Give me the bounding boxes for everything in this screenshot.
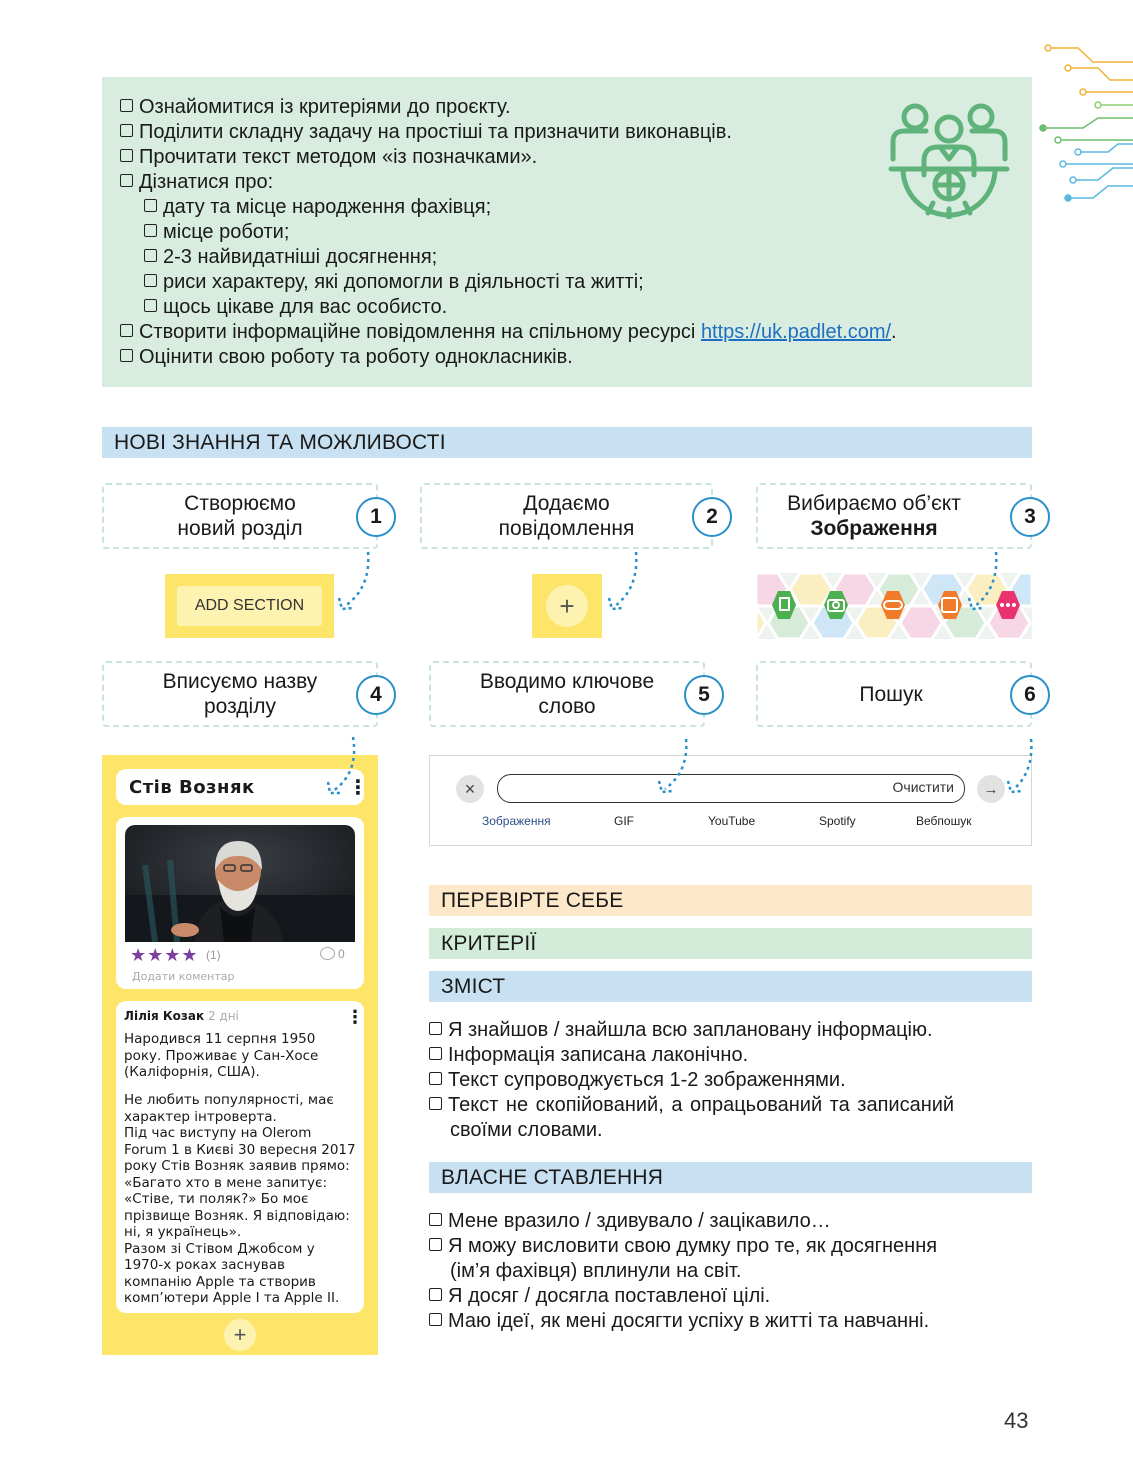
add-post-button[interactable]: + [224,1319,256,1351]
text-post[interactable] [116,1001,364,1313]
add-comment-link[interactable]: Додати коментар [132,970,235,983]
check-yourself-header: ПЕРЕВІРТЕ СЕБЕ [429,885,1032,916]
section-title: Стів Возняк [129,777,255,798]
task-subitem: риси характеру, які допомогли в діяльності та житті; [144,270,644,295]
comment-count[interactable]: 0 [320,947,345,961]
step-text: Створюємо [184,492,296,515]
checkbox-icon [144,199,157,212]
task-item: Дізнатися про: [120,170,273,195]
checkbox-icon [429,1288,442,1301]
step-number-badge: 2 [692,497,732,537]
checkbox-icon [429,1238,442,1251]
attitude-item: Я досяг / досягла поставленої цілі. [429,1284,770,1309]
arrow-6 [1004,737,1038,795]
tab-web-search[interactable]: Вебпошук [916,814,972,828]
attitude-item: Я можу висловити свою думку про те, як досягнення [429,1234,937,1259]
team-gear-icon [888,97,1010,219]
add-section-button[interactable]: ADD SECTION [177,586,322,626]
arrow-4 [325,735,365,797]
step-text: Вибираємо об’єкт [787,492,961,515]
content-item: Я знайшов / знайшла всю заплановану інформацію. [429,1018,933,1043]
step-1-box [102,483,378,549]
arrow-3 [965,550,1005,612]
checkbox-icon [429,1313,442,1326]
task-subitem: дату та місце народження фахівця; [144,195,491,220]
step-number-badge: 1 [356,497,396,537]
step-6-box [756,661,1032,727]
step-text: новий розділ [177,517,303,540]
step-text: слово [538,695,596,718]
circuit-decoration [1038,40,1133,210]
task-item: Прочитати текст методом «із позначками». [120,145,537,170]
checkbox-icon [120,174,133,187]
padlet-section-column [102,755,378,1355]
rating-stars-icon[interactable]: ★★★★ [130,945,199,965]
task-item: Ознайомитися із критеріями до проєкту. [120,95,511,120]
step-number-badge: 4 [356,675,396,715]
checkbox-icon [429,1022,442,1035]
arrow-5 [655,737,695,795]
attitude-header: ВЛАСНЕ СТАВЛЕННЯ [429,1162,1032,1193]
tab-images[interactable]: Зображення [482,814,551,828]
close-search-button[interactable]: × [456,775,484,803]
post-meta: Лілія Козак 2 дні [124,1009,239,1023]
checkbox-icon [144,299,157,312]
task-list-panel [102,77,1032,387]
rating-count: (1) [206,948,221,962]
step-5-box [429,661,705,727]
task-subitem: щось цікаве для вас особисто. [144,295,447,320]
attitude-item: Мене вразило / здивувало / зацікавило… [429,1209,831,1234]
search-input[interactable] [497,774,965,803]
content-item-continued: своїми словами. [450,1119,603,1141]
step-text: Вводимо ключове [479,670,655,693]
checkbox-icon [120,349,133,362]
checkbox-icon [429,1213,442,1226]
post-paragraph-2: Не любить популярності, має характер інтроверта. Під час виступу на Olerom Forum 1 в Києві 30 вересня 2017 року Стів Возняк заявив прямо: «Багато хто в мене запитує: «Стіве, ти поляк?» Бо моє прізвище Возняк. Я відповідаю: ні, я українець». Разом зі Стівом Джобсом у 1970-х роках заснував компанію Apple та створив комп’ютери Apple I та Apple II. [124,1092,356,1306]
criteria-header: КРИТЕРІЇ [429,928,1032,959]
attitude-item: Маю ідеї, як мені досягти успіху в житті та навчанні. [429,1309,929,1334]
checkbox-icon [120,149,133,162]
search-panel [429,755,1032,846]
portrait-photo [125,825,355,942]
checkbox-icon [144,249,157,262]
content-item: Текст супроводжується 1-2 зображеннями. [429,1068,846,1093]
add-post-button[interactable]: + [546,585,588,627]
add-post-area [532,574,602,638]
content-item: Інформація записана лаконічно. [429,1043,748,1068]
tab-gif[interactable]: GIF [614,814,634,828]
step-4-box [102,661,378,727]
checkbox-icon [120,124,133,137]
arrow-2 [605,550,645,612]
step-text: повідомлення [498,517,635,540]
padlet-link[interactable]: https://uk.padlet.com/ [700,321,892,343]
checkbox-icon [429,1097,442,1110]
tab-youtube[interactable]: YouTube [708,814,756,828]
step-3-box [756,483,1032,549]
post-paragraph-1: Народився 11 серпня 1950 року. Проживає у Сан-Хосе (Каліфорнія, США). [124,1031,319,1080]
tab-spotify[interactable]: Spotify [819,814,856,828]
step-text: Вписуємо назву [162,670,318,693]
add-section-area [165,574,334,638]
checkbox-icon [144,224,157,237]
step-text: розділу [204,695,276,718]
page-number: 43 [1004,1408,1029,1433]
content-item: Текст не скопійований, а опрацьований та записаний [429,1093,954,1118]
step-number-badge: 6 [1010,675,1050,715]
checkbox-icon [429,1072,442,1085]
step-number-badge: 5 [684,675,724,715]
step-text-bold: Зображення [810,517,938,540]
task-item: Оцінити свою роботу та роботу однокласників. [120,345,573,370]
checkbox-icon [120,99,133,112]
content-header: ЗМІСТ [429,971,1032,1002]
arrow-1 [335,550,375,612]
task-item: Поділити складну задачу на простіші та призначити виконавців. [120,120,732,145]
clear-button[interactable]: Очистити [892,779,954,795]
section-menu-icon[interactable]: ⋮ [348,777,368,799]
task-item: Створити інформаційне повідомлення на спільному ресурсі https://uk.padlet.com/. [120,320,897,345]
step-text: Пошук [859,682,923,706]
checkbox-icon [429,1047,442,1060]
new-knowledge-header: НОВІ ЗНАННЯ ТА МОЖЛИВОСТІ [102,427,1032,458]
search-go-button[interactable]: → [977,775,1005,803]
post-menu-icon[interactable]: ⋮ [346,1007,364,1027]
checkbox-icon [144,274,157,287]
step-number-badge: 3 [1010,497,1050,537]
step-text: Додаємо [523,492,610,515]
task-subitem: 2-3 найвидатніші досягнення; [144,245,437,270]
image-post[interactable] [116,817,364,989]
attitude-item-continued: (ім’я фахівця) вплинули на світ. [450,1260,742,1282]
checkbox-icon [120,324,133,337]
comment-bubble-icon [320,947,335,960]
step-2-box [420,483,713,549]
task-subitem: місце роботи; [144,220,289,245]
